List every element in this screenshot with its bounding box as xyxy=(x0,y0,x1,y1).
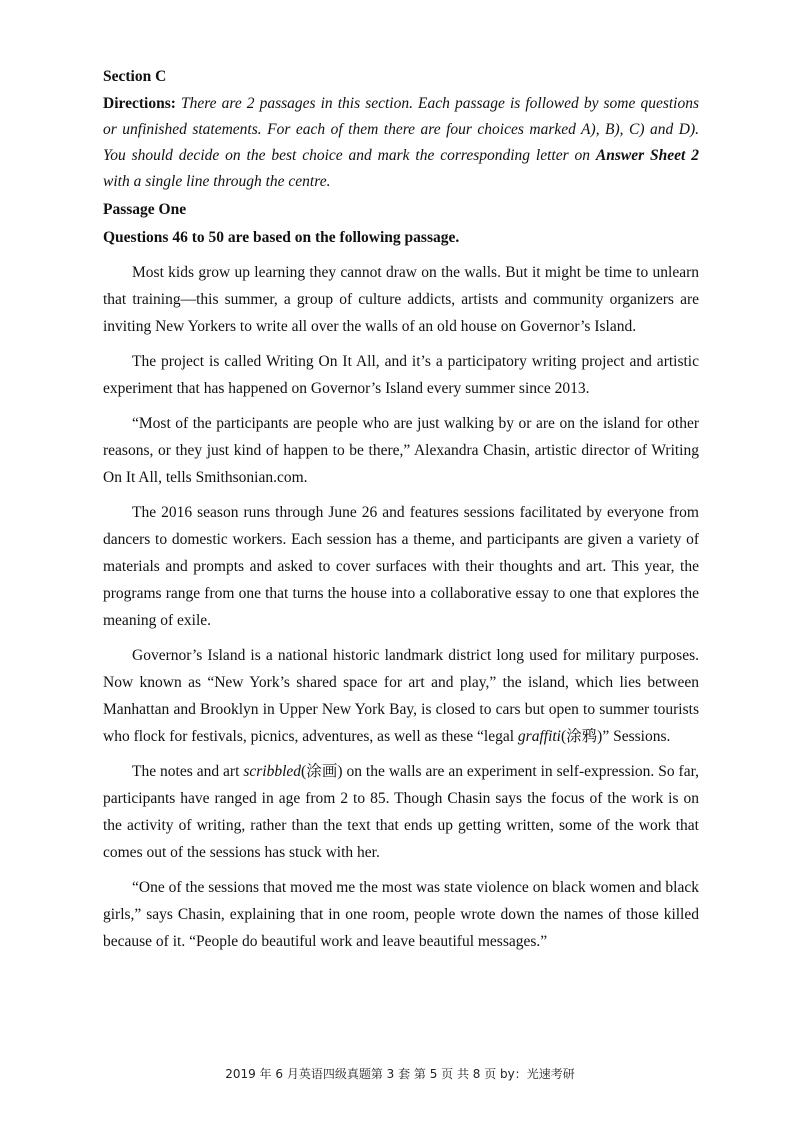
passage-paragraph: The project is called Writing On It All, and it’s a participatory writing project and artistic experiment that has happened on Governor’s Island every summer since 2013. xyxy=(103,353,699,397)
answer-sheet-label: Answer Sheet 2 xyxy=(595,147,699,164)
passage-paragraph xyxy=(103,758,699,866)
passage-paragraph: The 2016 season runs through June 26 and features sessions facilitated by everyone from dancers to domestic workers. Each session has a theme, and participants are given a variety of materials and prompts and asked to cover surfaces with their thoughts and art. This year, the programs range from one that turns the house into a collaborative essay to one that explores the meaning of exile. xyxy=(103,504,699,629)
directions xyxy=(103,91,699,195)
paragraph-text: (涂画) on the walls are an experiment in self-expression. So far, participants have ranged in age from 2 to 85. Though Chasin says the focus of the work is on the activity of writing, rather than the text that ends up getting written, some of the work that comes out of the sessions has stuck with her. xyxy=(103,763,700,861)
passage-title: Passage One xyxy=(103,201,187,218)
passage-paragraph: Most kids grow up learning they cannot draw on the walls. But it might be time to unlearn that training—this summer, a group of culture addicts, artists and community organizers are inviting New Yorkers to write all over the walls of an old house on Governor’s Island. xyxy=(103,264,699,335)
page-footer: 2019 年 6 月英语四级真题第 3 套 第 5 页 共 8 页 by：光速考研 xyxy=(225,1067,575,1081)
scribbled-term: scribbled xyxy=(243,763,302,780)
directions-text-end: with a single line through the centre. xyxy=(103,173,331,190)
page-content xyxy=(103,64,699,955)
questions-heading: Questions 46 to 50 are based on the following passage. xyxy=(103,229,460,246)
paragraph-text: Governor’s Island is a national historic landmark district long used for military purposes. Now known as “New York’s shared space for art and play,” the island, which lies between Manhattan and Brooklyn in Upper New York Bay, is closed to cars but open to summer tourists who flock for festivals, picnics, adventures, as well as these “legal xyxy=(103,647,699,745)
paragraph-text: The notes and art xyxy=(132,763,244,780)
directions-label: Directions: xyxy=(103,95,176,112)
passage-paragraph: “Most of the participants are people who are just walking by or are on the island for other reasons, or they just kind of happen to be there,” Alexandra Chasin, artistic director of Writing On It All, tells Smithsonian.com. xyxy=(103,415,699,486)
passage-paragraph xyxy=(103,642,699,750)
section-title: Section C xyxy=(103,68,167,85)
directions-text: There are 2 passages in this section. Each passage is followed by some questions or unfinished statements. For each of them there are four choices marked A), B), C) and D). You should decide on the best choice and mark the corresponding letter on xyxy=(103,95,699,164)
passage-paragraph: “One of the sessions that moved me the most was state violence on black women and black girls,” says Chasin, explaining that in one room, people wrote down the names of those killed because of it. “People do beautiful work and leave beautiful messages.” xyxy=(103,879,699,950)
graffiti-term: graffiti xyxy=(517,728,561,745)
paragraph-text: (涂鸦)” Sessions. xyxy=(561,728,671,745)
